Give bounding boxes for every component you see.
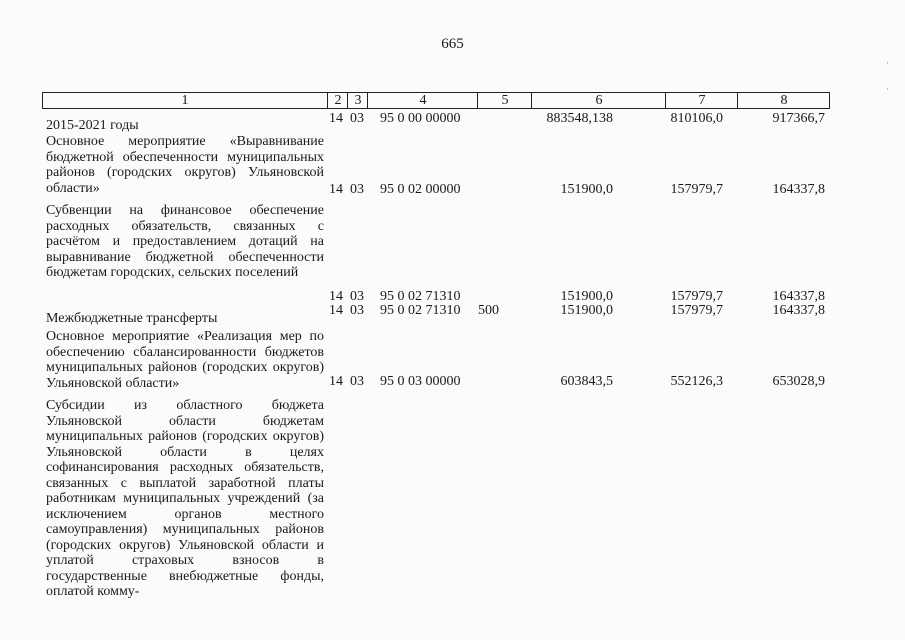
row-2-code: 95 0 02 71310 bbox=[380, 289, 461, 304]
row-3-description: Межбюджетные трансферты bbox=[46, 311, 218, 326]
table-header bbox=[42, 92, 830, 109]
row-3-col5: 500 bbox=[478, 303, 499, 318]
row-0-description: 2015-2021 годы bbox=[46, 118, 139, 133]
table-row bbox=[0, 374, 905, 390]
row-1-code: 95 0 02 00000 bbox=[380, 182, 461, 197]
row-1-col2: 14 bbox=[329, 182, 343, 197]
row-3-val7: 157979,7 bbox=[670, 303, 723, 318]
page-number: 665 bbox=[441, 36, 464, 52]
row-1-val7: 157979,7 bbox=[670, 182, 723, 197]
row-0-col3: 03 bbox=[350, 111, 364, 126]
row-0-code: 95 0 00 00000 bbox=[380, 111, 461, 126]
table-row bbox=[0, 303, 905, 319]
row-3-col3: 03 bbox=[350, 303, 364, 318]
scan-mark: · bbox=[886, 84, 889, 94]
row-1-description: Основное мероприятие «Выравнивание бюджетной обеспеченности муниципальных районов (городских округов) Ульяновской области» bbox=[46, 134, 324, 196]
row-2-val6: 151900,0 bbox=[560, 289, 613, 304]
row-0-val8: 917366,7 bbox=[772, 111, 825, 126]
header-col-7: 7 bbox=[665, 93, 738, 108]
row-2-val7: 157979,7 bbox=[670, 289, 723, 304]
row-2-description: Субвенции на финансовое обеспечение расходных обязательств, связанных с расчётом и предоставлением дотаций на выравнивание бюджетной обеспеченности бюджетам городских, сельских поселений bbox=[46, 203, 324, 280]
row-4-col2: 14 bbox=[329, 374, 343, 389]
row-2-col2: 14 bbox=[329, 289, 343, 304]
header-col-8: 8 bbox=[737, 93, 830, 108]
row-4-val8: 653028,9 bbox=[772, 374, 825, 389]
row-2-val8: 164337,8 bbox=[772, 289, 825, 304]
row-3-col2: 14 bbox=[329, 303, 343, 318]
row-1-val6: 151900,0 bbox=[560, 182, 613, 197]
table-row bbox=[0, 182, 905, 198]
row-2-col3: 03 bbox=[350, 289, 364, 304]
row-3-val8: 164337,8 bbox=[772, 303, 825, 318]
header-col-4: 4 bbox=[367, 93, 478, 108]
row-0-val7: 810106,0 bbox=[670, 111, 723, 126]
row-0-col2: 14 bbox=[329, 111, 343, 126]
scan-mark: · bbox=[886, 58, 889, 68]
row-4-code: 95 0 03 00000 bbox=[380, 374, 461, 389]
header-col-1: 1 bbox=[181, 93, 189, 108]
row-0-val6: 883548,138 bbox=[546, 111, 613, 126]
header-col-2: 2 bbox=[327, 93, 348, 108]
row-3-val6: 151900,0 bbox=[560, 303, 613, 318]
row-3-code: 95 0 02 71310 bbox=[380, 303, 461, 318]
row-4-description: Основное мероприятие «Реализация мер по обеспечению сбалансированности бюджетов муниципальных районов (городских округов) Ульяновской области» bbox=[46, 329, 324, 391]
row-1-col3: 03 bbox=[350, 182, 364, 197]
header-col-6: 6 bbox=[531, 93, 666, 108]
row-4-val7: 552126,3 bbox=[670, 374, 723, 389]
row-4-val6: 603843,5 bbox=[560, 374, 613, 389]
header-col-5: 5 bbox=[477, 93, 532, 108]
table-row bbox=[0, 111, 905, 127]
row-4-col3: 03 bbox=[350, 374, 364, 389]
header-col-3: 3 bbox=[347, 93, 368, 108]
row-5-description: Субсидии из областного бюджета Ульяновской области бюджетам муниципальных районов (городских округов) Ульяновской области в целях софинансирования расходных обязательств, связанных с выплатой заработной платы работникам муниципальных учреждений (за исключением органов местного самоуправления) муниципальных районов (городских округов) Ульяновской области и уплатой страховых взносов в государственные внебюджетные фонды, оплатой комму- bbox=[46, 398, 324, 599]
row-1-val8: 164337,8 bbox=[772, 182, 825, 197]
